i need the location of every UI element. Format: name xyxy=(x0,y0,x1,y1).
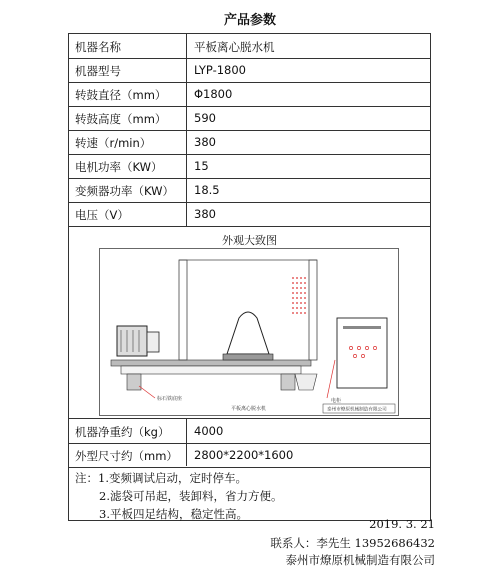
param-key: 变频器功率（KW） xyxy=(75,184,175,198)
drawing-caption: 平板离心脱水机 xyxy=(231,406,267,412)
footer-date: 2019. 3. 21 xyxy=(369,517,435,531)
param-key: 电压（V） xyxy=(75,208,129,222)
param-row xyxy=(69,130,430,155)
param-key: 机器型号 xyxy=(75,64,121,78)
footer-company: 泰州市燎原机械制造有限公司 xyxy=(285,553,435,567)
param-key: 机器名称 xyxy=(75,40,121,54)
param-value: 590 xyxy=(194,111,216,125)
drawing-label-cabinet: 电柜 xyxy=(331,398,342,404)
note-line: 注：1.变频调试启动，定时停车。 xyxy=(75,471,247,485)
machine-outline-drawing xyxy=(99,248,399,416)
param-key: 转鼓高度（mm） xyxy=(75,112,167,126)
param-row xyxy=(69,418,430,444)
param-row xyxy=(69,82,430,107)
param-value: 平板离心脱水机 xyxy=(194,40,275,54)
param-row xyxy=(69,202,430,227)
param-key: 转鼓直径（mm） xyxy=(75,88,167,102)
parameter-sheet xyxy=(68,33,431,521)
page-title: 产品参数 xyxy=(223,13,276,28)
drawing-title: 外观大致图 xyxy=(222,234,277,247)
param-row xyxy=(69,443,430,468)
drawing-company-box: 泰州市燎原机械制造有限公司 xyxy=(327,407,387,413)
param-value: Φ1800 xyxy=(194,87,233,101)
param-key: 外型尺寸约（mm） xyxy=(75,449,178,463)
note-line: 2.滤袋可吊起，装卸料，省力方便。 xyxy=(99,489,283,503)
param-key: 电机功率（KW） xyxy=(75,160,163,174)
param-key: 机器净重约（kg） xyxy=(75,425,170,439)
param-value: 2800*2200*1600 xyxy=(194,448,294,462)
footer-contact: 联系人：李先生 13952686432 xyxy=(270,536,435,550)
param-value: 380 xyxy=(194,207,216,221)
param-value: 18.5 xyxy=(194,183,220,197)
param-row xyxy=(69,58,430,83)
param-row xyxy=(69,34,430,59)
param-value: 380 xyxy=(194,135,216,149)
param-row xyxy=(69,178,430,203)
param-key: 转速（r/min） xyxy=(75,136,152,150)
param-row xyxy=(69,154,430,179)
param-value: 15 xyxy=(194,159,209,173)
drawing-label-base: 标石铁底座 xyxy=(157,396,183,402)
note-line: 3.平板四足结构，稳定性高。 xyxy=(99,507,248,521)
param-row xyxy=(69,106,430,131)
param-value: LYP-1800 xyxy=(194,63,247,77)
param-value: 4000 xyxy=(194,424,224,438)
